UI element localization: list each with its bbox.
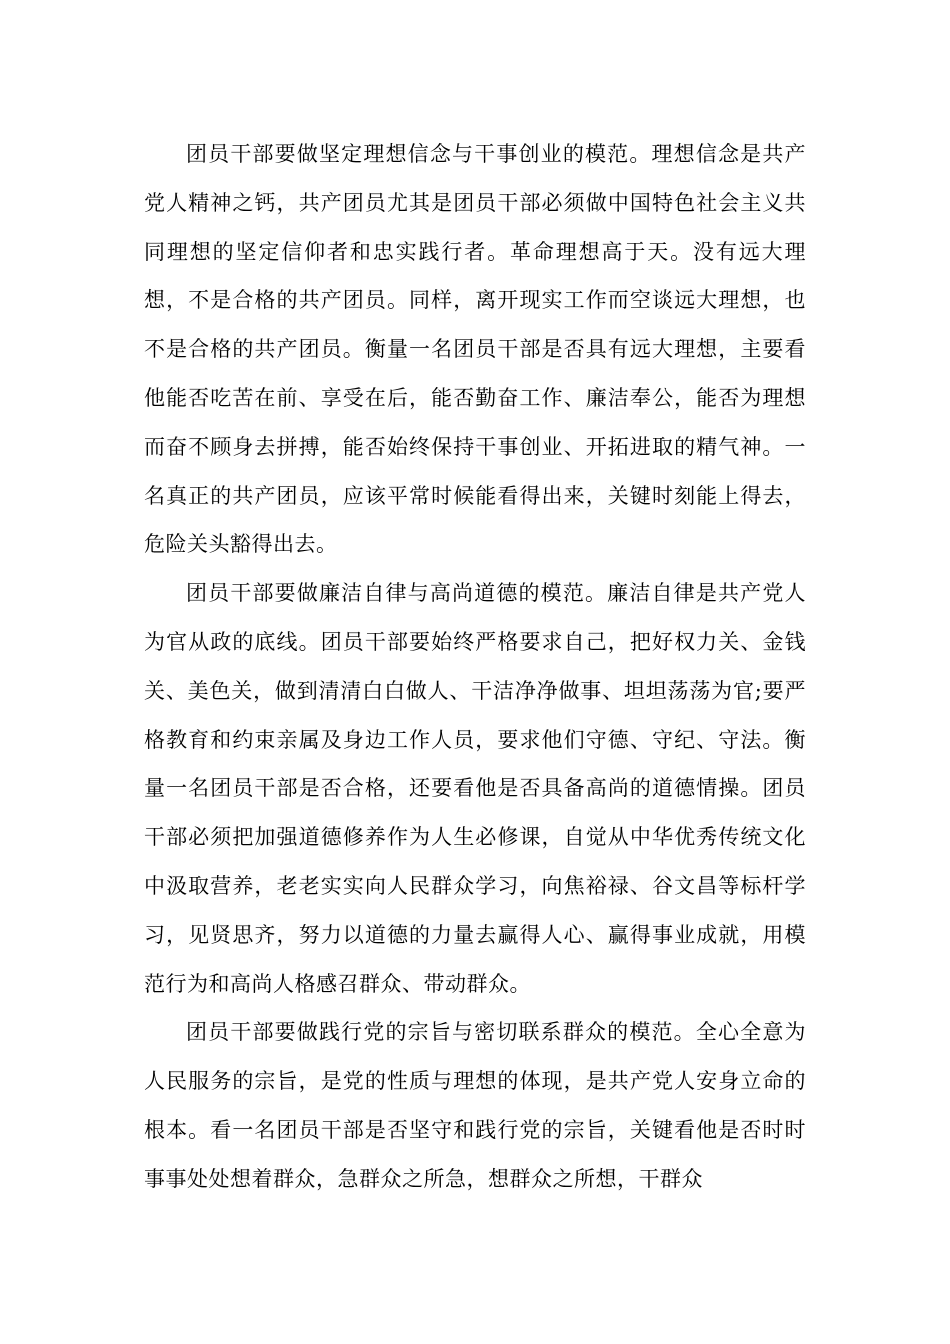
document-body bbox=[144, 130, 806, 1204]
paragraph-ideals: 团员干部要做坚定理想信念与干事创业的模范。理想信念是共产党人精神之钙，共产团员尤其是团员干部必须做中国特色社会主义共同理想的坚定信仰者和忠实践行者。革命理想高于天。没有远大理想，不是合格的共产团员。同样，离开现实工作而空谈远大理想，也不是合格的共产团员。衡量一名团员干部是否具有远大理想，主要看他能否吃苦在前、享受在后，能否勤奋工作、廉洁奉公，能否为理想而奋不顾身去拼搏，能否始终保持干事创业、开拓进取的精气神。一名真正的共产团员，应该平常时候能看得出来，关键时刻能上得去，危险关头豁得出去。 bbox=[144, 142, 806, 557]
paragraph-service: 团员干部要做践行党的宗旨与密切联系群众的模范。全心全意为人民服务的宗旨，是党的性质与理想的体现，是共产党人安身立命的根本。看一名团员干部是否坚守和践行党的宗旨，关键看他是否时时事事处处想着群众，急群众之所急，想群众之所想，干群众 bbox=[144, 1020, 806, 1191]
paragraph-integrity: 团员干部要做廉洁自律与高尚道德的模范。廉洁自律是共产党人为官从政的底线。团员干部要始终严格要求自己，把好权力关、金钱关、美色关，做到清清白白做人、干洁净净做事、坦坦荡荡为官;要严格教育和约束亲属及身边工作人员，要求他们守德、守纪、守法。衡量一名团员干部是否合格，还要看他是否具备高尚的道德情操。团员干部必须把加强道德修养作为人生必修课，自觉从中华优秀传统文化中汲取营养，老老实实向人民群众学习，向焦裕禄、谷文昌等标杆学习，见贤思齐，努力以道德的力量去赢得人心、赢得事业成就，用模范行为和高尚人格感召群众、带动群众。 bbox=[144, 581, 806, 996]
